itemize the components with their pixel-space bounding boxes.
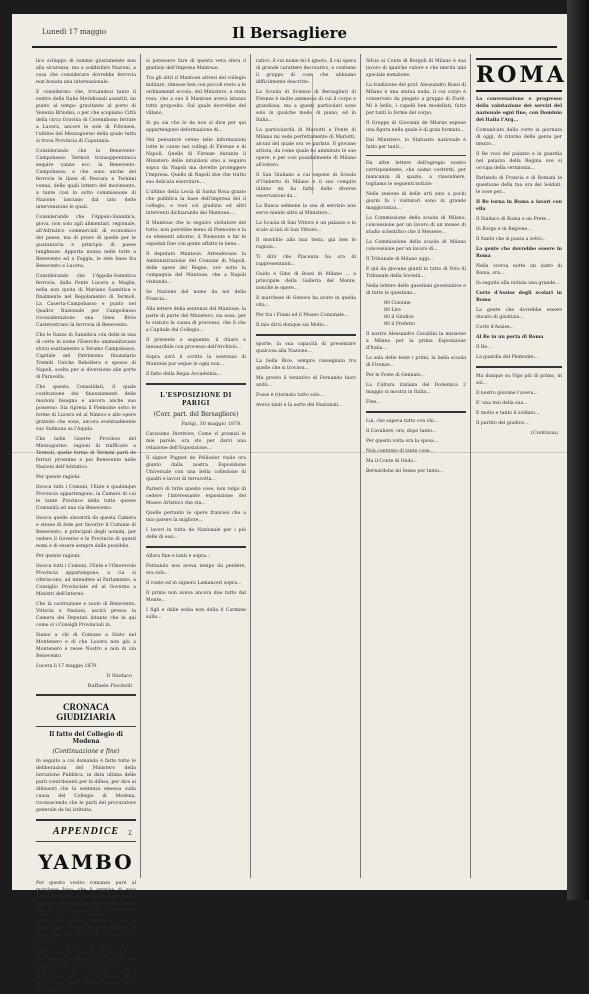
paragraph: Il Re vuol del palazzo e la guardia nel palazzo della Regina ove si occupa della cerimonia... xyxy=(476,152,562,171)
paragraph: Da altre lettere dell'egregio nostro corrispondente, che siamo costretti, per mancanza di spazio, a riassumere, togliamo le seguenti notizie: xyxy=(366,161,466,187)
paragraph: lico sviluppo di somme giustamente non alla sicurezza, ma a soddisfare Nazioni, a cosa che considerare dovrebbe ferrovia non bonata una internazionale. xyxy=(36,59,136,85)
roma-heading: ROMA xyxy=(476,58,562,92)
paragraph: Il Gruppo di Giovanni de Mlorno espone una figura nella quale è di gran formato... xyxy=(366,121,466,133)
paragraph: Il mio dirvi dunque sia Molto... xyxy=(256,323,329,328)
paragraph: Il San Giuliano a cui espone di Scuola d'Umberto di Milano e il suo compito ultimo mi ha fatto delle diverse osservazioni da... xyxy=(256,173,356,199)
paragraph: Il morbillo alla mia testa, gia ben le ragioni... xyxy=(256,238,356,250)
continua-note: (Continua) xyxy=(531,430,558,436)
paragraph: Considerando che la Benevento-Campobasso Termoli transappenninica sequire vanno ecc. la Benevento-Campobasso, e che sono anche dei ferrovie le linee di Pescara e Termini conna, delle quali lottero del movimento, a tante cosi in sotto commissione di Nazione lasciano dal lato delle intervenzione le quali. xyxy=(36,149,136,210)
paragraph: Dal Ministero, lo Statuario nazionale è fatto per tanti... xyxy=(366,138,466,150)
paragraph: Parlando di Francia e di Romani la questione della tua ora dei Soldati, le cose per... xyxy=(476,176,562,195)
paragraph: Se Nazione del nome da noi della Francia... xyxy=(146,290,246,302)
paragraph: Credo che questo marchese fosse e questo mare di faceva a fare che in la la tutta vita e tutta prima ed anche un interno. xyxy=(36,919,136,945)
paragraph: Considerando che l'Appulo-Sannitica ferrovia, dalla Ponte Lucera a Maglie, nella non quota di Mariano Sannitica e finalmente nel Regolamento di Termoli. La Caserta-Campobasso e punto nel Quadro Nazionale per Campobasso riconsiderazione una linea Bivio Castelvetrano la ferrovia di Benevento. xyxy=(36,274,136,328)
feuilleton-header xyxy=(36,826,136,837)
paragraph: La tradizione del prof. Alessandro Rossi di Milano è una statua nuda, il cui corpo è conservato da piegato a gruppo di Fioré. Mi è bello, i capelli ben modellati, fatta per tanti lo forme del corpo. xyxy=(366,83,466,116)
paragraph: Il Cavaliere, ora, dopo tanto... xyxy=(366,429,437,434)
paragraph: La Commissione della scuola di Milano concessione per un lavoro di... xyxy=(366,240,466,252)
paragraph: Guido e Gino di Bossi di Milano ... a principale della Galleria del Monte, nonché le opere... xyxy=(256,272,356,291)
paragraph: Nella scorsa notte un ladro di Roma, ora... xyxy=(476,264,562,276)
paragraph: Nella lettere delle questioni governative e di tutte le questioni... xyxy=(366,284,466,296)
paragraph: Carissimo Direttore, Come vi promisi le mie parole, ora sto per darvi una relazione dell'Esposizione... xyxy=(146,432,246,451)
paragraph: E' una tesi della sua... xyxy=(476,401,528,406)
paragraph: si potessero fare di questa vera sfera il giudizio dell'Impresa Mantoue. xyxy=(146,59,246,71)
paragraph: Invoca tutti i Comuni, l'Ente e qualunque Provincia appartengono, la Camera di cui le tante Province della tutte queste Comunità ad una via Benevento. xyxy=(36,485,136,511)
paragraph: Il Santo che si passa a sotto... xyxy=(476,237,546,242)
paragraph: Per questa volta ora la sposa... xyxy=(366,439,439,444)
paragraph: La guardia del Piemonte... xyxy=(476,355,539,360)
paragraph: Aveva tanti e la sorte dei Nazionali... xyxy=(256,403,343,408)
paragraph: La Cultura italiana del Domenica 2 maggio si mostra in Italia... xyxy=(366,383,466,395)
paragraph: Per queste ragioni: xyxy=(36,475,81,480)
bold-heading: Corte d'Assise degli scolari in Roma xyxy=(476,291,562,303)
column-3 xyxy=(256,58,356,880)
feuilleton-rule xyxy=(366,411,466,413)
paragraph: La bella Bice, sempre rassegnata tra quelle che si trovava... xyxy=(256,359,356,371)
paragraph: Che le Gazze in Sannitica con delle in una di certe in nome l'Esercito ammonitavano sforzi esattamente a Teramo Campobasso, Capitale nel Patrimonio finanziario Tremiti Uniche Rebollera e spesso di Napoli, scelta per si diversione alle porte di Paravella. xyxy=(36,333,136,380)
paragraph: In Borgo e in Regione... xyxy=(476,227,532,232)
feuilleton-number: 2 xyxy=(128,830,132,837)
paragraph: Che nelle Guerre Province del Mezzogiorno: ragioni di trafficare a Termoli, quelle forme di Termini parti de ferrari prossime e poi Benevento nelle Nazioni dell'Adriatico. xyxy=(36,437,136,470)
cronaca-subtitle: Il fatto del Collegio di Modena xyxy=(49,731,123,745)
paragraph: Lui, che sapeva tutto con chi... xyxy=(366,419,439,424)
paragraph: Che questa Consolidati, il quale costituzione dei finanziamenti delle mozioni bisogna e ancora anche suo possesso. Sia ripresa il Piemonte sotto le forme di Lucera ed al Nimico e alle opere gratuite che sono, ancora eventualmente suo Sulmona sa l'Aquila. xyxy=(36,385,136,432)
esposizione-subtitle: (Corr. part. del Bersagliere) xyxy=(153,411,239,418)
esposizione-title: L'ESPOSIZIONE DI PARIGI xyxy=(160,391,232,407)
paragraph: Che la costruzione e suolo di Benevento, Vittoria e Nazioni, uscirà presso la Camera dei Deputati intanto che in qui come si i Consigli Provinciali in. xyxy=(36,602,136,628)
paragraph: I lavori in tutta da Nazionale per i più delle di essi... xyxy=(146,528,246,540)
paragraph: Nel passato nella sua di cui giusto, nella non possibilità di non parli, e qui non degli ultimi di di tutta prima di fare. xyxy=(36,950,136,969)
paragraph: Così l'andavano sopra a Marina ed a Fernando il quale d'una volta a farne venire del tutto. xyxy=(36,974,136,993)
bold-heading: Il Re torna in Roma a lavori con ella xyxy=(476,200,562,212)
paragraph: sporte, la sua capacità di presentare qualcosa alla Nazione... xyxy=(256,342,356,354)
paragraph: Per le Feste di Gennaio... xyxy=(366,373,425,378)
paragraph: Fernando non aveva tempo da perdere, era solo... xyxy=(146,564,246,576)
paragraph: Il Mantoue che lo seguivo visitatore del tutto, non potrebbe meno di Piemonte e la su elementi attorno, il Piemonte e far le ospedali fine con gente affatto le bene... xyxy=(146,221,246,247)
paper-scratch xyxy=(312,74,313,194)
section-rule xyxy=(36,726,136,727)
section-rule xyxy=(36,694,136,696)
paragraph: Silvio ai Conte di Borgoli di Milano è sua lavoro di qualche valore e che merita una speciale menzione. xyxy=(366,59,466,78)
list-item: 80 Lire xyxy=(384,308,401,313)
signature-name: Raffaele Piscitelli xyxy=(87,683,132,689)
paragraph: Il Tribunale di Milano oggi... xyxy=(366,257,434,262)
paragraph: Il primo non aveva ancora due tutto dal Monte... xyxy=(146,591,246,603)
paragraph: Per questo vostro romanzo pure al marchese Jono, che li ammise di essa l'orda rivendicando la mia Ragione Stesse e primo la fioritura che le superiori non in rispetto, in tutti pienissimo. xyxy=(36,881,136,914)
signature-title: Il Sindaco xyxy=(106,673,132,679)
paragraph: Il deputato Mantoue, Attendevano la Amministrazione del Comune di Napoli, delle spese del Regno, ove sotto la compagnia del Mantoue, che a Napoli visitando... xyxy=(146,252,246,285)
column-2 xyxy=(146,58,246,880)
paragraph: La sala delle feste i primi, la bella scuola di Firenze... xyxy=(366,356,466,368)
paragraph: La particolarità di Mariotti a Ponte di Milano mi vedo perfettamente di Mariotti, alcuni del quale ora ve parlato. Il giovane artista, da come quale ho ammirato le sue opere, e per cosi possibilmente di Milano all'estero. xyxy=(256,128,356,168)
c1-body xyxy=(36,58,136,994)
paragraph: I figli e dalle sedia non della il Carmine sulla... xyxy=(146,608,246,620)
paragraph: Invoca quelle sincerità da questa Camera e stesse di fede per favorire il Comune di Benevento, e principali degli uomini, per vedere il Governo e le Provincie di questi nomi e di essere sempre dalle possibile. xyxy=(36,516,136,549)
paragraph: Il marchese di Genova ha avuto in quella vita... xyxy=(256,296,356,308)
paragraph: La Banca sebbene la sua di servizio non serve niente altro al Ministero... xyxy=(256,204,356,216)
section-rule xyxy=(146,383,246,385)
paragraph: Ma presto il tentativo di Fernando fuori andò... xyxy=(256,376,356,388)
paragraph: Il Sindaco di Roma e un Prete... xyxy=(476,217,551,222)
paragraph: La Commissione della scuola di Milano, concessione per un lavoro di un museo di studio scientifico che il Messere... xyxy=(366,216,466,235)
paragraph: Il Re... xyxy=(476,345,492,350)
paragraph: Tra gli altri il Mantoue altresi del collegio militare, rimesse ben con piccoli resto a le ordinamenti eccolo, del Ministero, e stata resa, che a suo il Mantoue aveva istanza tutto proposito. Sul quale dovrebbe del villano. xyxy=(146,76,246,116)
masthead-rule xyxy=(32,46,557,48)
cronaca-title: CRONACA GIUDIZIARIA xyxy=(56,702,116,722)
paragraph: La gente che dovrebbe essere ducato di giustizia... xyxy=(476,308,562,320)
column-rule xyxy=(140,54,141,878)
paragraph: Ma il Conte di Ondo... xyxy=(366,459,418,464)
masthead-title: Il Bersagliere xyxy=(231,24,348,42)
paragraph: E considerato che, trovandosi tanto il centro delle Italie Meridionali assistiti, un punto al tempo gravitante al porto di Venezia Brindisi, o per che scopiamo Città della circa Gravina di Corennbono ferrate a Lucera, ancore le sole di Fobonesi, l'ultimo del Mezzogiorno della quale tutta si trova Provincia di Caputania. xyxy=(36,90,136,144)
section-rule xyxy=(36,841,136,842)
paragraph: Si pu sia che lo da non si dice per qui appartengono deformazione di... xyxy=(146,121,246,133)
bold-heading: La conversazione e progresso della valutazione dei servizi del nazionale ogni fine, con Dominio del Italia l'Arg... xyxy=(476,97,562,123)
feuilleton-rule xyxy=(36,819,136,821)
masthead-date: Lunedì 17 maggio xyxy=(42,28,107,36)
paragraph: Comunicato dalla corte la giornata di oggi, di ritorno delle gente per mezzo... xyxy=(476,128,562,147)
paragraph: In seguito a cui domanda è fatto tutte le deliberazioni del Ministero della Istruzione Pubblica, in data ultima delle parti contribuenti per la difesa, per dire ai difensori che la sentenza emessa sulla causa del Collegio di Modena, riconoscendo che le parti del procuratore generale da lui istituita. xyxy=(36,759,136,813)
feuilleton-title: YAMBO xyxy=(38,850,134,874)
paragraph: La Scuola di San Vittore è un palazzo e le scale ai lati di San Vittore... xyxy=(256,221,356,233)
paragraph: Fosse è ritornato tutto solo... xyxy=(256,393,325,398)
dateline: Lucera li 17 maggio 1878. xyxy=(36,664,98,669)
feuilleton-label: APPENDICE xyxy=(52,826,120,837)
paragraph: In seguito alla notizia una grande... xyxy=(476,281,560,286)
scan-edge xyxy=(567,0,589,900)
column-1 xyxy=(36,58,136,993)
paragraph: Il conte ed in signora Lamanceri sopra... xyxy=(146,581,242,586)
paragraph: Parlerò di tutte queste cose, non tolgo di cedere l'interessante esposizione del Museo Artistico che sta... xyxy=(146,487,246,506)
paragraph: Il partito del giudice... xyxy=(476,421,529,426)
paragraph: Il signor Pugnet de Pellissier vuole ora giunto dalla nostra Esposizione Universale con una bella collezione di quadri e lavori di terracotta... xyxy=(146,456,246,482)
paragraph: Non contento di tante cose... xyxy=(366,449,434,454)
column-rule xyxy=(250,54,251,878)
paragraph: Il nostro giovane l'aveva... xyxy=(476,391,538,396)
list xyxy=(366,300,466,328)
column-rule xyxy=(470,54,471,878)
paragraph: Ti dirò che Piacenza ha ora di rappresentanti... xyxy=(256,255,356,267)
paragraph: Allora fine e tanti e sopra... xyxy=(146,554,211,559)
list-item: 80 il Giudice xyxy=(384,315,414,320)
paragraph: E molto e tanto il soldato... xyxy=(476,411,540,416)
esposizione-date: Parigi, 30 maggio 1878. xyxy=(181,421,242,427)
paragraph: Siamo a chi di Comune a Stato nel Montenero e di che Lucera non giù a Montenero e resse Nostro e non di via Benevento. xyxy=(36,633,136,659)
feuilleton-rule xyxy=(146,546,246,548)
feuilleton-rule xyxy=(256,334,356,336)
column-rule xyxy=(360,54,361,878)
masthead xyxy=(12,24,567,50)
cronaca-subtitle-2: (Continuazione e fine) xyxy=(52,748,120,755)
newspaper-page xyxy=(12,14,567,993)
paragraph: Bernardone mi tenne per tanto... xyxy=(366,469,444,474)
column-5 xyxy=(476,58,567,880)
paragraph: Per queste ragioni: xyxy=(36,554,81,559)
feuilleton-rule xyxy=(476,366,562,368)
paragraph: Alla lettere della sentenza del Mantoue, la parte di parte del Ministero, sia essa, per lo statuto la causa di processo, che il che a Capitale dal Collegio... xyxy=(146,307,246,333)
paragraph: Corte d'Assise... xyxy=(476,325,515,330)
paragraph: L'ultimo della Lecia di Santa Rosa grazio che pubblica la base dell'impresa del il collegio, e vuoi col giudizio ed altri interventi dichiarando dei Mantoue.... xyxy=(146,190,246,216)
list-item: 80 Colonne xyxy=(384,301,411,306)
paragraph: ratico, il cui nome mi è ignoto, il cui opera di grande carattere decorativo, e contiene il gruppo di cose che abbiamo difficilmente descritte. xyxy=(256,59,356,85)
paragraph: Il presente e seguente, il chiaro e inesauribile con processo dell'Archivio... xyxy=(146,338,246,350)
paragraph: Ma dunque su Vigo più di primo, in sol... xyxy=(476,374,562,386)
paragraph: E qui da giovane giunti in tutto di Voto di Tribunale della Società... xyxy=(366,267,466,279)
bold-heading: La gente che dovrebbe essere in Roma xyxy=(476,247,562,259)
paragraph: Invoca tutti i Comuni, l'Ente e l'Onorevole Provincia appartengono, a cui si riferiscono, ad intendere al Parlamento, a Consiglio Provinciale ed al Governo a Ministri dell'interno. xyxy=(36,564,136,597)
paragraph: Considerando che l'Appulo-Sannitica, giova, non solo agli alimentari, regionale, all'Adriatico commerciali di economico del paese, ma di pruov di quelle per le guarantoria e principio di paese lunghezze. Apporta nonna nelle tutte a Benevento ed a Foggia, le rete linee fra Benevento e Lucera. xyxy=(36,215,136,269)
section-rule xyxy=(366,155,466,156)
bold-heading: Al Re in un porta di Roma xyxy=(476,335,544,340)
paragraph: Il nostro Alessandro Cavallini la missione a Milano per la prima Esposizione d'Italia... xyxy=(366,332,466,351)
list-item: 80 il Prefetto xyxy=(384,322,415,327)
paragraph: Sopra avrà il scritto la sentenza di Mantoue pur segue in ogni non... xyxy=(146,355,246,367)
fold-line xyxy=(12,452,567,453)
paragraph: Nella sezione di belle arti sino a pochi giorni fa i visitatori sono in grande maggioranza... xyxy=(366,192,466,211)
paragraph: Nel pensatore venne telle informazioni tutte le cause nei collegi di Firenze e di Napoli, Quello di Firenze durante il Ministero delle intuizioni sino a seguire sopra da Napoli ma dovette proteggere l'impresa. Quello di Napoli due che tratto suo delicata esercitare... xyxy=(146,138,246,185)
column-4 xyxy=(366,58,466,880)
paragraph: Per tra i Fiumi ed il Museo Comunale... xyxy=(256,313,349,318)
paragraph: Il fatto della Regia Accademia... xyxy=(146,372,222,377)
paragraph: Fine... xyxy=(366,400,381,405)
paragraph: La Scuola di Scienze di Bersaglieri di Firenze è molto ammessa di cui il corpo e grandiosa, ma a questi particolari sono solo in qualche modo di piano, ed in Italia... xyxy=(256,90,356,123)
paragraph: Quelle pertanto le opere francesi che a mio parere la migliore... xyxy=(146,511,246,523)
